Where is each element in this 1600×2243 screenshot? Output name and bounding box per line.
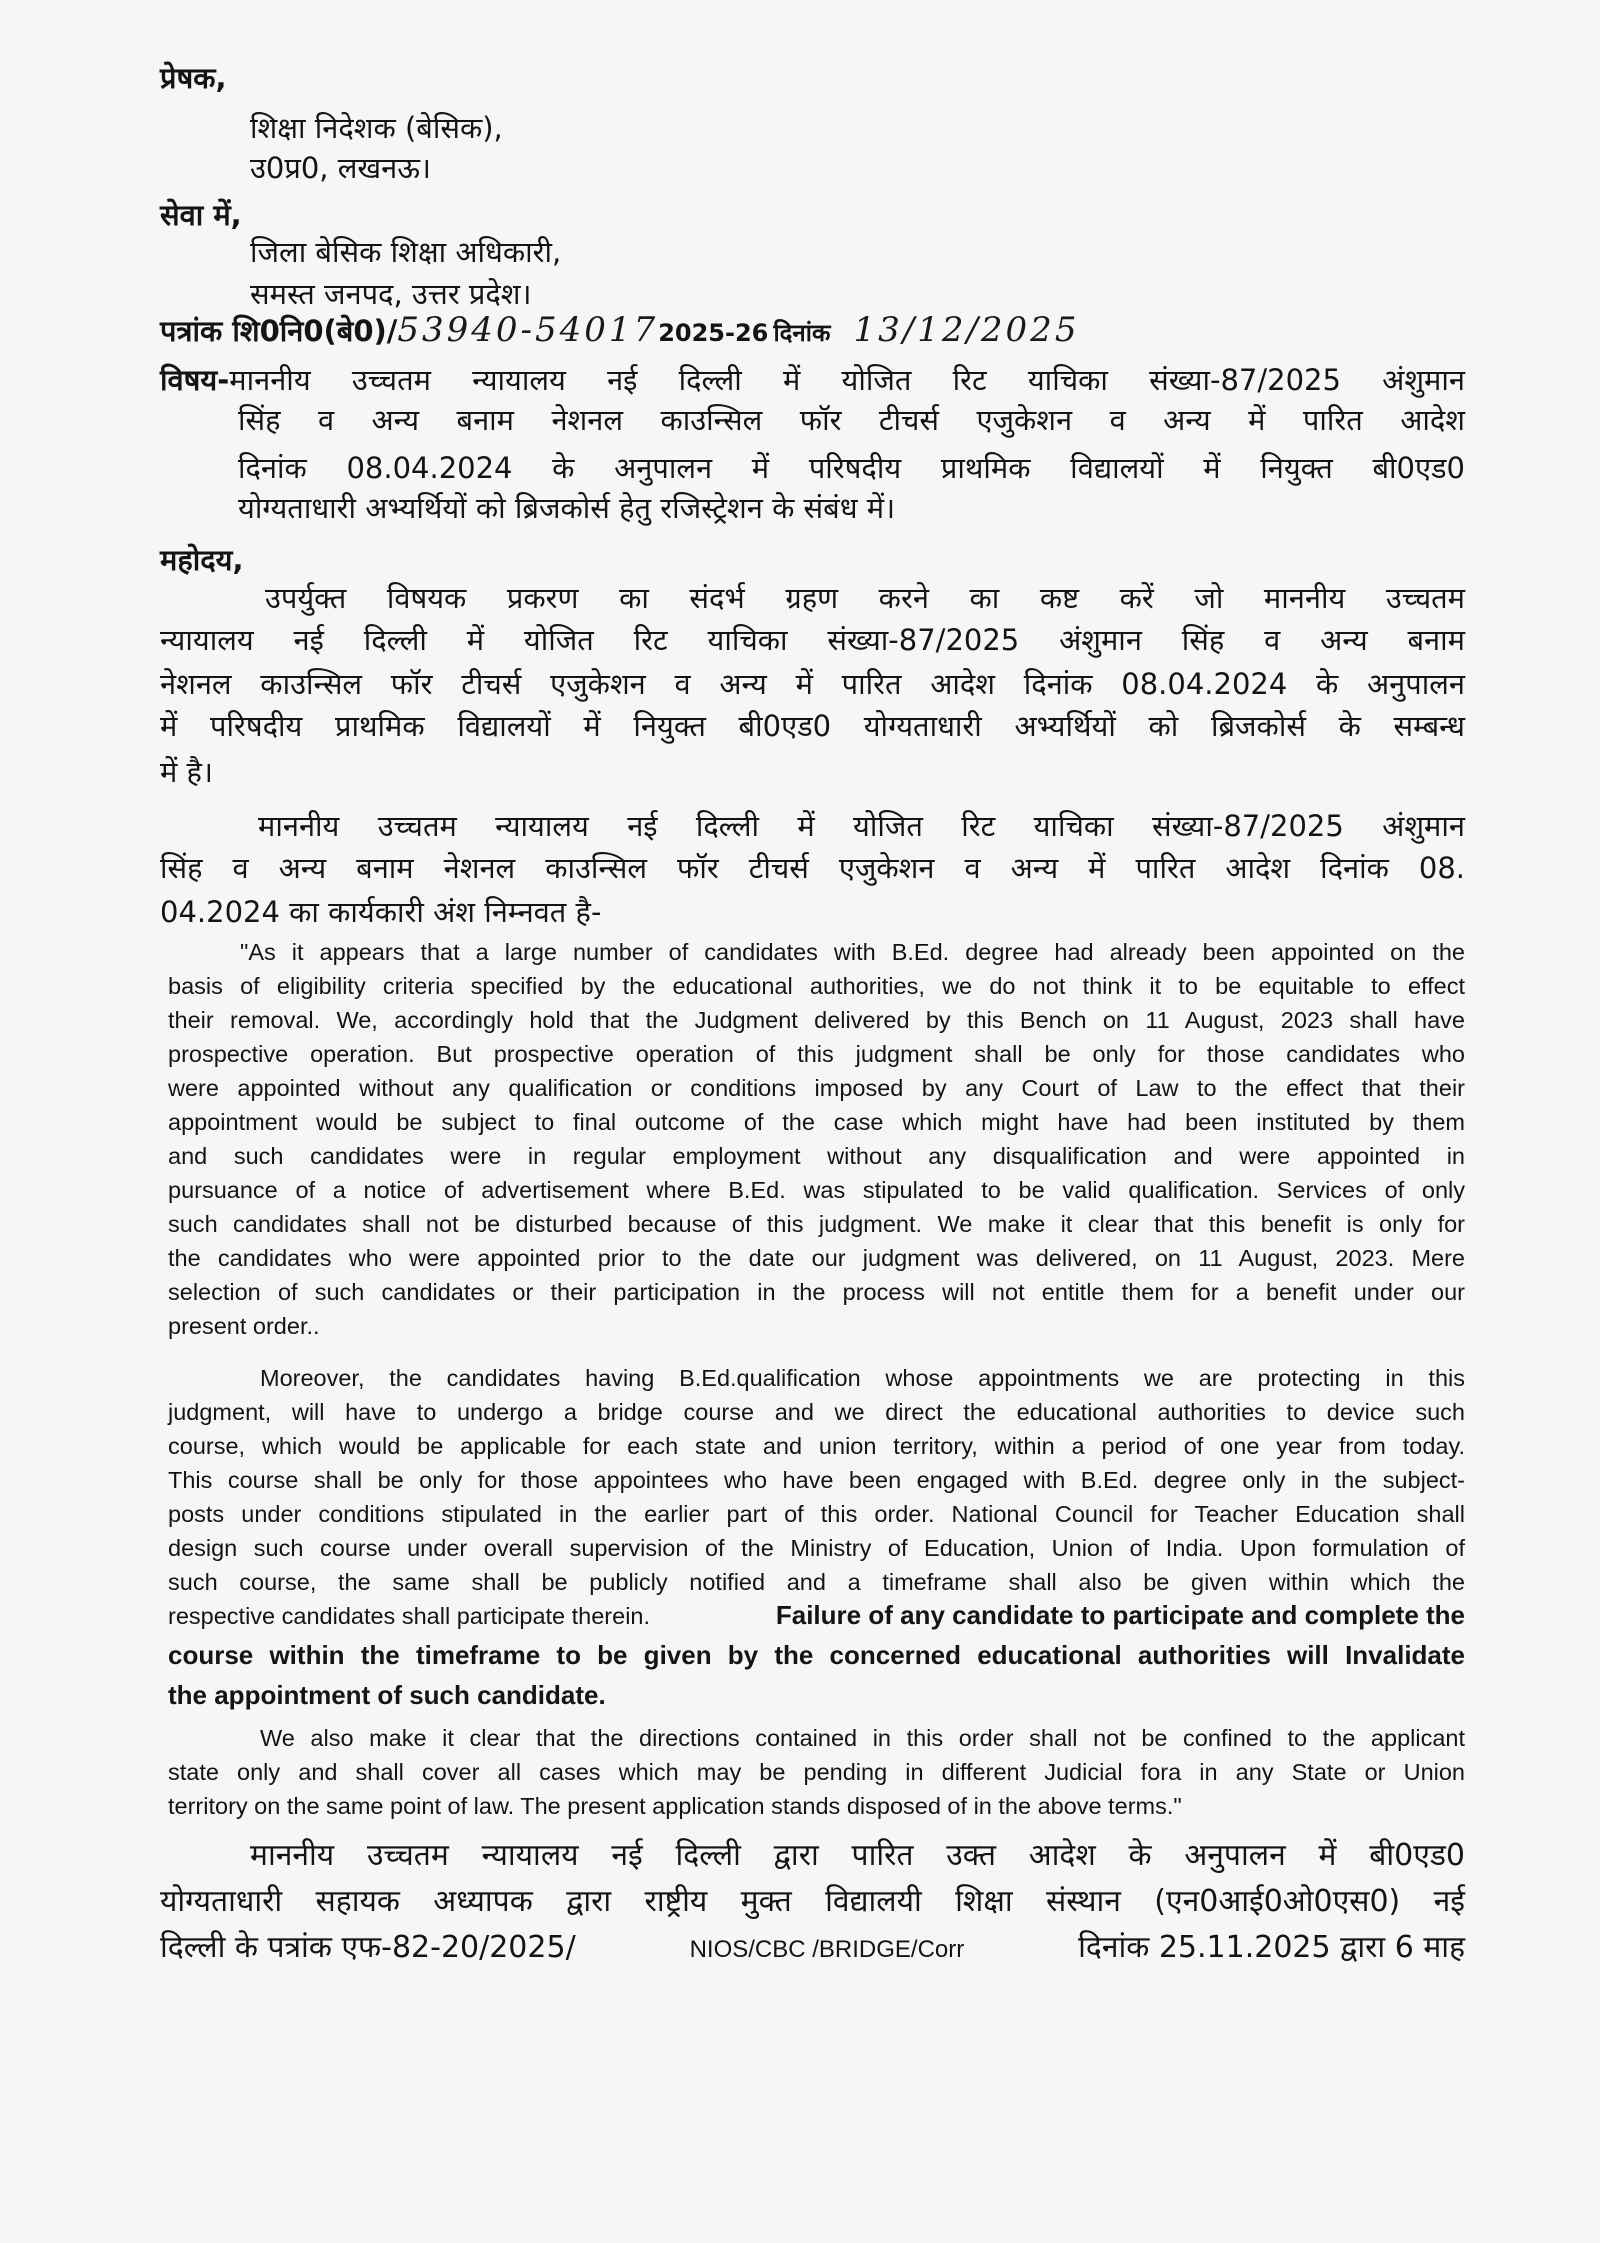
para2-line-3: 04.2024 का कार्यकारी अंश निम्नवत है- [160,895,602,929]
subject-label: विषय- [160,363,230,397]
para1-line-5: में है। [160,755,213,789]
quote1-line-5: were appointed without any qualification or conditions imposed by any Court of Law to the effect that their [168,1075,1465,1101]
quote2-line-1: Moreover, the candidates having B.Ed.qualification whose appointments we are protecting in this [260,1365,1465,1391]
quote1-line-10: the candidates who were appointed prior to the date our judgment was delivered, on 11 August, 2023. Mere [168,1245,1465,1271]
para3-last-part2: NIOS/CBC /BRIDGE/Corr [689,1936,965,1963]
quote2-line-7: such course, the same shall be publicly notified and a timeframe shall also be given within which the [168,1569,1465,1595]
quote1-line-8: pursuance of a notice of advertisement where B.Ed. was stipulated to be valid qualification. Services of only [168,1177,1465,1203]
quote3-line-1: We also make it clear that the directions contained in this order shall not be confined to the applicant [260,1725,1465,1751]
sender-label: प्रेषक, [160,61,227,95]
sender-line-1: शिक्षा निदेशक (बेसिक), [250,111,503,145]
subject-block [160,360,1465,400]
reference-year: 2025-26 [658,319,769,347]
para2-line-1: माननीय उच्चतम न्यायालय नई दिल्ली में योजित रिट याचिका संख्या-87/2025 अंशुमान [258,809,1465,843]
quote1-line-11: selection of such candidates or their participation in the process will not entitle them for a benefit under our [168,1279,1465,1305]
quote1-line-1: "As it appears that a large number of candidates with B.Ed. degree had already been appointed on the [240,939,1465,965]
recipient-label: सेवा में, [160,198,242,232]
quote2-line-8-normal: respective candidates shall participate therein. [168,1603,651,1629]
quote2-bold-line-3: the appointment of such candidate. [168,1680,606,1710]
para1-line-4: में परिषदीय प्राथमिक विद्यालयों में नियुक्त बी0एड0 योग्यताधारी अभ्यर्थियों को ब्रिजकोर्स के सम्बन्ध [160,709,1465,743]
sender-line-2: उ0प्र0, लखनऊ। [250,151,431,185]
quote2-line-4: This course shall be only for those appointees who have been engaged with B.Ed. degree only in the subject- [168,1467,1465,1493]
reference-line [160,310,1079,360]
quote2-bold-line-1: Failure of any candidate to participate and complete the [775,1600,1465,1630]
quote2-line-3: course, which would be applicable for each state and union territory, within a period of one year from today. [168,1433,1465,1459]
para2-line-2: सिंह व अन्य बनाम नेशनल काउन्सिल फॉर टीचर्स एजुकेशन व अन्य में पारित आदेश दिनांक 08. [160,851,1465,885]
subject-line-2: सिंह व अन्य बनाम नेशनल काउन्सिल फॉर टीचर्स एजुकेशन व अन्य में पारित आदेश [238,403,1465,437]
para3-last-part3: दिनांक 25.11.2025 द्वारा 6 माह [1078,1930,1465,1965]
subject-line-3: दिनांक 08.04.2024 के अनुपालन में परिषदीय प्राथमिक विद्यालयों में नियुक्त बी0एड0 [238,451,1465,485]
reference-prefix: पत्रांक शि0नि0(बे0)/ [160,314,398,348]
para1-line-2: न्यायालय नई दिल्ली में योजित रिट याचिका संख्या-87/2025 अंशुमान सिंह व अन्य बनाम [160,623,1465,657]
quote1-line-6: appointment would be subject to final outcome of the case which might have had been instituted by them [168,1109,1465,1135]
para3-line-3 [160,1928,1465,1968]
subject-line-4: योग्यताधारी अभ्यर्थियों को ब्रिजकोर्स हेतु रजिस्ट्रेशन के संबंध में। [238,491,896,525]
para1-line-3: नेशनल काउन्सिल फॉर टीचर्स एजुकेशन व अन्य में पारित आदेश दिनांक 08.04.2024 के अनुपालन [160,667,1465,701]
quote2-bold-line-2: course within the timeframe to be given by the concerned educational authorities will Invalidate [168,1640,1465,1670]
reference-date-label: दिनांक [773,319,831,347]
salutation: महोदय, [160,543,244,577]
quote1-line-3: their removal. We, accordingly hold that the Judgment delivered by this Bench on 11 August, 2023 shall have [168,1007,1465,1033]
reference-number-handwritten: 53940-54017 [397,310,659,350]
para3-line-2: योग्यताधारी सहायक अध्यापक द्वारा राष्ट्रीय मुक्त विद्यालयी शिक्षा संस्थान (एन0आई0ओ0एस0) नई [160,1884,1465,1919]
recipient-line-2: समस्त जनपद, उत्तर प्रदेश। [250,277,532,311]
quote1-line-2: basis of eligibility criteria specified by the educational authorities, we do not think it to be equitable to effect [168,973,1465,999]
quote1-line-7: and such candidates were in regular employment without any disqualification and were appointed in [168,1143,1465,1169]
subject-line-1: विषय-माननीय उच्चतम न्यायालय नई दिल्ली में योजित रिट याचिका संख्या-87/2025 अंशुमान [160,363,1465,397]
quote1-line-4: prospective operation. But prospective operation of this judgment shall be only for those candidates who [168,1041,1465,1067]
quote3-line-3: territory on the same point of law. The present application stands disposed of in the above terms." [168,1793,1182,1819]
quote1-line-12: present order.. [168,1313,320,1339]
quote2-line-5: posts under conditions stipulated in the earlier part of this order. National Council for Teacher Education shall [168,1501,1465,1527]
para3-last-part1: दिल्ली के पत्रांक एफ-82-20/2025/ [160,1930,576,1965]
quote2-line-8 [168,1596,1465,1634]
para1-line-1: उपर्युक्त विषयक प्रकरण का संदर्भ ग्रहण करने का कष्ट करें जो माननीय उच्चतम [265,581,1465,615]
quote1-line-9: such candidates shall not be disturbed because of this judgment. We make it clear that this benefit is only for [168,1211,1465,1237]
recipient-line-1: जिला बेसिक शिक्षा अधिकारी, [250,235,562,269]
para3-line-1: माननीय उच्चतम न्यायालय नई दिल्ली द्वारा पारित उक्त आदेश के अनुपालन में बी0एड0 [250,1838,1465,1873]
quote2-line-2: judgment, will have to undergo a bridge course and we direct the educational authorities to device such [168,1399,1465,1425]
quote2-line-6: design such course under overall supervision of the Ministry of Education, Union of India. Upon formulation of [168,1535,1465,1561]
quote3-line-2: state only and shall cover all cases which may be pending in different Judicial fora in any State or Union [168,1759,1465,1785]
reference-date-handwritten: 13/12/2025 [853,310,1080,350]
